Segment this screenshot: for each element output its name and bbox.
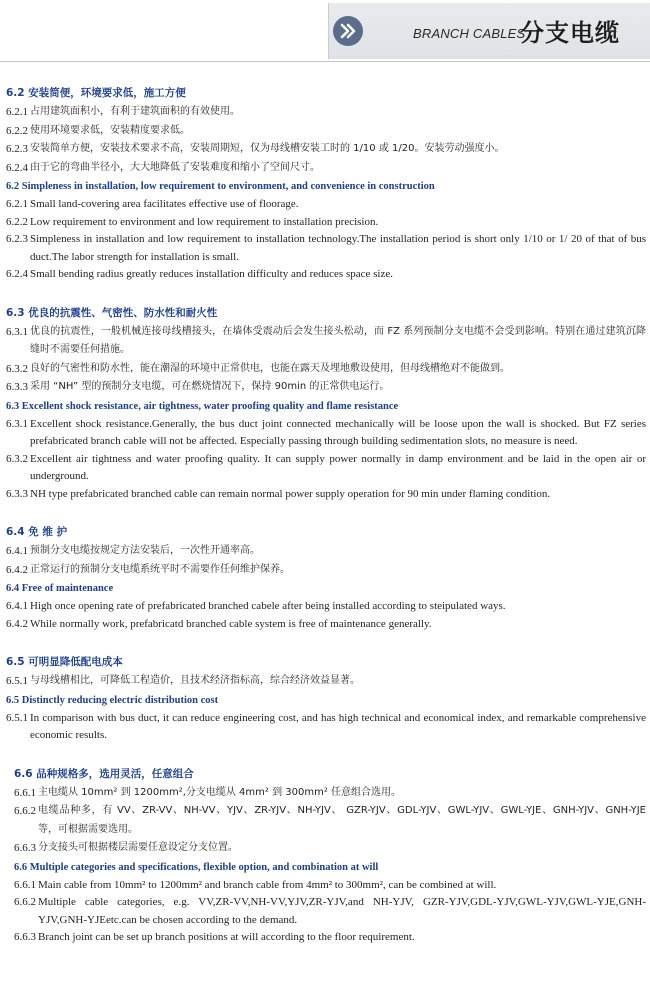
section-title-cn: 6.6 品种规格多，选用灵活，任意组合 bbox=[14, 767, 194, 780]
item-number: 6.2.4 bbox=[6, 161, 28, 174]
header-title-cn: 分支电缆 bbox=[520, 19, 620, 47]
list-item bbox=[6, 598, 646, 616]
item-text: 使用环境要求低，安装精度要求低。 bbox=[30, 124, 190, 136]
item-text: Multiple cable categories, e.g. VV,ZR-VV,NH-VV,YJV,ZR-YJV,and NH-YJV, GZR-YJV,GDL-YJV,GWL-YJV,GWL-YJE,GNH-YJV,GNH-YJEetc.can be chosen according to the demand. bbox=[38, 896, 646, 926]
section-6-3 bbox=[6, 304, 646, 504]
item-text: Simpleness in installation and low requirement to installation technology.The installation period is short only 1/10 or 1/ 20 of that of bus duct.The labor strength for installation is small. bbox=[30, 233, 646, 263]
list-item bbox=[6, 140, 646, 159]
item-number: 6.2.3 bbox=[6, 233, 28, 245]
section-6-4 bbox=[6, 523, 646, 633]
item-number: 6.4.2 bbox=[6, 563, 28, 576]
header-title-en: BRANCH CABLES bbox=[413, 26, 526, 41]
list-item bbox=[6, 103, 646, 122]
item-number: 6.2.1 bbox=[6, 198, 28, 210]
section-title-en: 6.5 Distinctly reducing electric distribution cost bbox=[6, 694, 219, 706]
item-number: 6.3.3 bbox=[6, 487, 28, 500]
item-text: Low requirement to environment and low requirement to installation precision. bbox=[30, 215, 379, 228]
list-item bbox=[6, 616, 646, 634]
item-text: 安装简单方便，安装技术要求不高，安装周期短，仅为母线槽安装工时的 1/10 或 1/20。安装劳动强度小。 bbox=[30, 143, 505, 154]
section-title-cn: 6.5 可明显降低配电成本 bbox=[6, 656, 123, 668]
item-text: Branch joint can be set up branch positions at will according to the floor requirement. bbox=[38, 931, 415, 943]
item-number: 6.4.1 bbox=[6, 600, 28, 612]
section-cn-block bbox=[6, 304, 646, 397]
list-item bbox=[6, 451, 646, 486]
section-en-block bbox=[6, 177, 646, 284]
item-text: Excellent shock resistance.Generally, the bus duct joint connected mechanically will be loose upon the wall is shocked. But FZ series prefabricated branch cable will not be affected. Especially passing through building sedimentation slots, no measure is need. bbox=[30, 417, 646, 447]
item-text: While normally work, prefabricatd branched cable system is free of maintenance generally. bbox=[30, 617, 432, 630]
item-text: 占用建筑面积小，有利于建筑面积的有效使用。 bbox=[30, 106, 240, 117]
list-item bbox=[6, 378, 646, 397]
item-text: 预制分支电缆按规定方法安装后，一次性开通率高。 bbox=[30, 545, 260, 556]
double-chevron-right-icon bbox=[333, 16, 363, 46]
item-number: 6.6.3 bbox=[14, 931, 36, 943]
item-number: 6.5.1 bbox=[6, 675, 28, 687]
item-text: Excellent air tightness and water proofing quality. It can supply power normally in damp environment and be laid in the open air or underground. bbox=[30, 452, 646, 482]
item-text: 分支接头可根据楼层需要任意设定分支位置。 bbox=[38, 842, 238, 853]
section-6-6 bbox=[6, 765, 646, 947]
item-number: 6.3.1 bbox=[6, 325, 28, 338]
item-text: NH type prefabricated branched cable can remain normal power supply operation for 90 min under flaming condition. bbox=[30, 487, 551, 500]
item-text: Small land-covering area facilitates effective use of floorage. bbox=[30, 198, 299, 210]
list-item bbox=[14, 929, 646, 947]
item-number: 6.6.1 bbox=[14, 878, 36, 891]
item-number: 6.2.2 bbox=[6, 215, 28, 228]
item-number: 6.3.2 bbox=[6, 452, 28, 465]
item-text: Small bending radius greatly reduces installation difficulty and reduces space size. bbox=[30, 268, 393, 280]
section-en-block bbox=[6, 579, 646, 633]
item-text: 正常运行的预制分支电缆系统平时不需要作任何维护保养。 bbox=[30, 563, 290, 575]
list-item bbox=[6, 710, 646, 745]
list-item bbox=[14, 784, 646, 803]
item-text: High once opening rate of prefabricated branched cabele after being installed according to steipulated ways. bbox=[30, 600, 506, 612]
section-title-en: 6.2 Simpleness in installation, low requirement to environment, and convenience in construction bbox=[6, 181, 435, 192]
item-text: 良好的气密性和防水性，能在潮湿的环境中正常供电，也能在露天及埋地敷设使用，但母线槽绝对不能做到。 bbox=[30, 362, 510, 374]
list-item bbox=[6, 672, 646, 691]
section-cn-block bbox=[6, 523, 646, 579]
item-number: 6.2.4 bbox=[6, 268, 28, 280]
list-item bbox=[14, 877, 646, 895]
item-number: 6.6.1 bbox=[14, 786, 36, 799]
item-number: 6.3.3 bbox=[6, 381, 28, 393]
item-number: 6.5.1 bbox=[6, 711, 28, 724]
section-title-cn: 6.3 优良的抗震性、气密性、防水性和耐火性 bbox=[6, 306, 218, 319]
section-en-block bbox=[6, 691, 646, 745]
item-number: 6.4.1 bbox=[6, 545, 28, 557]
list-item bbox=[6, 122, 646, 141]
list-item bbox=[14, 839, 646, 858]
item-number: 6.2.2 bbox=[6, 124, 28, 137]
item-number: 6.6.3 bbox=[14, 842, 36, 854]
header-divider bbox=[0, 61, 650, 62]
section-title-en: 6.4 Free of maintenance bbox=[6, 583, 114, 594]
list-item bbox=[14, 894, 646, 929]
section-en-block bbox=[14, 858, 646, 947]
item-number: 6.2.3 bbox=[6, 143, 28, 155]
list-item bbox=[6, 231, 646, 266]
item-text: In comparison with bus duct, it can reduce engineering cost, and has high technical and economical index, and remarkable comprehensive economic results. bbox=[30, 711, 646, 741]
list-item bbox=[6, 323, 646, 360]
section-cn-block bbox=[6, 653, 646, 691]
section-6-5 bbox=[6, 653, 646, 745]
section-title-en: 6.6 Multiple categories and specifications, flexible option, and combination at will bbox=[14, 861, 379, 873]
list-item bbox=[6, 196, 646, 214]
item-text: 采用 “NH” 型的预制分支电缆，可在燃烧情况下，保持 90min 的正常供电运行。 bbox=[30, 381, 390, 392]
list-item bbox=[6, 416, 646, 451]
item-text: 由于它的弯曲半径小，大大地降低了安装难度和缩小了空间尺寸。 bbox=[30, 161, 320, 173]
section-title-en: 6.3 Excellent shock resistance, air tightness, water proofing quality and flame resistance bbox=[6, 400, 399, 412]
section-6-2 bbox=[6, 84, 646, 284]
document-body bbox=[6, 84, 646, 967]
item-number: 6.6.2 bbox=[14, 805, 36, 817]
list-item bbox=[6, 360, 646, 379]
item-text: 与母线槽相比，可降低工程造价，且技术经济指标高，综合经济效益显著。 bbox=[30, 675, 360, 686]
list-item bbox=[14, 802, 646, 839]
item-text: 电缆品种多，有 VV、ZR-VV、NH-VV、YJV、ZR-YJV、NH-YJV、 GZR-YJV、GDL-YJV、GWL-YJV、GWL-YJE、GNH-YJV、GNH-YJE 等，可根据需要选用。 bbox=[38, 805, 646, 835]
section-cn-block bbox=[6, 84, 646, 177]
item-text: Main cable from 10mm² to 1200mm² and branch cable from 4mm² to 300mm², can be combined at will. bbox=[38, 878, 497, 891]
list-item bbox=[6, 561, 646, 580]
list-item bbox=[6, 486, 646, 504]
item-number: 6.3.1 bbox=[6, 417, 28, 430]
section-cn-block bbox=[14, 765, 646, 858]
item-text: 主电缆从 10mm² 到 1200mm²,分支电缆从 4mm² 到 300mm² 任意组合选用。 bbox=[38, 786, 402, 798]
item-number: 6.4.2 bbox=[6, 617, 28, 630]
item-text: 优良的抗震性，一般机械连接母线槽接头，在墙体受震动后会发生接头松动，而 FZ 系列预制分支电缆不会受到影响。特别在通过建筑沉降缝时不需要任何措施。 bbox=[30, 325, 646, 355]
item-number: 6.3.2 bbox=[6, 362, 28, 375]
list-item bbox=[6, 542, 646, 561]
section-en-block bbox=[6, 397, 646, 504]
item-number: 6.6.2 bbox=[14, 896, 36, 908]
list-item bbox=[6, 159, 646, 178]
section-title-cn: 6.2 安装简便，环境要求低，施工方便 bbox=[6, 87, 186, 99]
list-item bbox=[6, 266, 646, 284]
section-title-cn: 6.4 免 维 护 bbox=[6, 526, 68, 538]
item-number: 6.2.1 bbox=[6, 106, 28, 118]
list-item bbox=[6, 214, 646, 232]
